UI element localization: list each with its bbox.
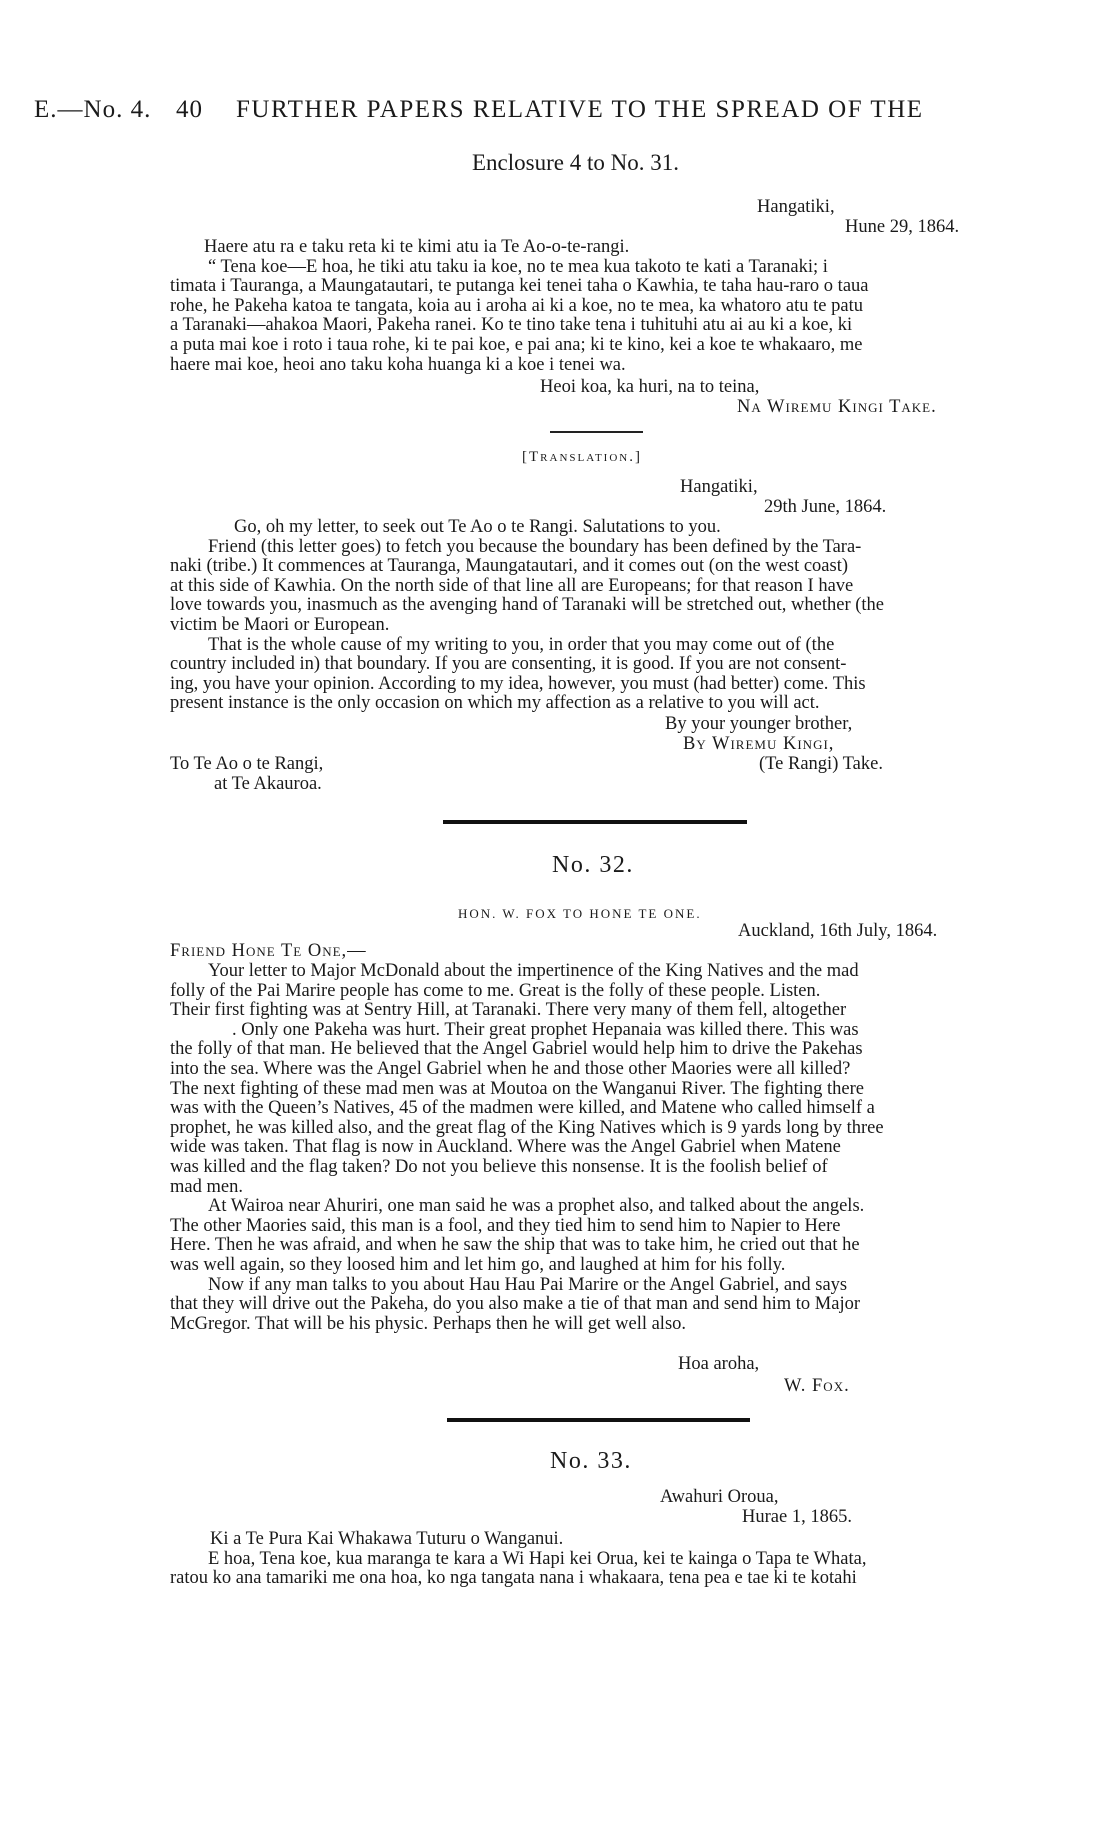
no32-line: mad men. bbox=[170, 1176, 243, 1197]
no32-line: the folly of that man. He believed that the Angel Gabriel would help him to drive the Pakehas bbox=[170, 1039, 863, 1060]
maori-line: “ Tena koe—E hoa, he tiki atu taku ia koe, no te mea kua takoto te kati a Taranaki; i bbox=[208, 256, 828, 277]
no32-line: McGregor. That will be his physic. Perhaps then he will get well also. bbox=[170, 1313, 687, 1334]
maori-line: a puta mai koe i roto i taua rohe, ki te pai koe, e pai ana; ki te kino, kei a koe te whakaaro, me bbox=[170, 334, 863, 355]
translation-signature-tribe: (Te Rangi) Take. bbox=[759, 754, 883, 774]
no32-heading: No. 32. bbox=[552, 852, 634, 878]
translation-line: love towards you, inasmuch as the avenging hand of Taranaki will be stretched out, whether (the bbox=[170, 595, 885, 616]
no32-line: that they will drive out the Pakeha, do you also make a tie of that man and send him to Major bbox=[170, 1294, 860, 1315]
no32-line: Here. Then he was afraid, and when he saw the ship that was to take him, he cried out that he bbox=[170, 1235, 860, 1256]
section-divider bbox=[447, 1418, 750, 1422]
translation-line: That is the whole cause of my writing to you, in order that you may come out of (the bbox=[208, 634, 835, 655]
section-divider bbox=[443, 820, 747, 824]
running-title: FURTHER PAPERS RELATIVE TO THE SPREAD OF THE bbox=[236, 96, 924, 123]
no33-line: E hoa, Tena koe, kua maranga te kara a Wi Hapi kei Orua, kei te kainga o Tapa te Whata, bbox=[208, 1548, 867, 1569]
translation-line: ing, you have your opinion. According to my idea, however, you must (had better) come. This bbox=[170, 673, 866, 694]
translation-date: 29th June, 1864. bbox=[764, 497, 887, 517]
translation-signature-name: By Wiremu Kingi, bbox=[683, 734, 835, 754]
no33-date: Hurae 1, 1865. bbox=[742, 1507, 852, 1527]
maori-letter-closing: Heoi koa, ka huri, na to teina, bbox=[540, 377, 760, 397]
maori-line: timata i Tauranga, a Maungatautari, te putanga kei tenei taha o Kawhia, te taha hau-raro o taua bbox=[170, 276, 869, 297]
maori-letter-place: Hangatiki, bbox=[757, 197, 835, 217]
no32-signature: W. Fox. bbox=[784, 1376, 850, 1396]
translation-body bbox=[170, 518, 1038, 714]
no32-line: folly of the Pai Marire people has come to me. Great is the folly of these people. Listen. bbox=[170, 980, 821, 1001]
no32-line: At Wairoa near Ahuriri, one man said he was a prophet also, and talked about the angels. bbox=[208, 1196, 865, 1217]
no32-place-date: Auckland, 16th July, 1864. bbox=[738, 921, 938, 941]
maori-line: Haere atu ra e taku reta ki te kimi atu ia Te Ao-o-te-rangi. bbox=[204, 237, 630, 257]
no32-closing: Hoa aroha, bbox=[678, 1354, 760, 1374]
maori-letter-date: Hune 29, 1864. bbox=[845, 217, 960, 237]
no32-line: Their first fighting was at Sentry Hill, at Taranaki. There very many of them fell, altogether bbox=[170, 1000, 847, 1021]
no32-line: Your letter to Major McDonald about the impertinence of the King Natives and the mad bbox=[208, 961, 859, 981]
no32-line: into the sea. Where was the Angel Gabriel when he and those other Maories were all killed? bbox=[170, 1058, 851, 1079]
translation-line: country included in) that boundary. If you are consenting, it is good. If you are not consent- bbox=[170, 654, 847, 675]
no33-line: ratou ko ana tamariki me ona hoa, ko nga tangata nana i whakaara, tena pea e tae ki te kotahi bbox=[170, 1568, 857, 1589]
maori-line: rohe, he Pakeha katoa te tangata, koia au i aroha ai ki a koe, no te mea, ka whatoro atu te patu bbox=[170, 295, 863, 316]
no32-line: The other Maories said, this man is a fool, and they tied him to send him to Napier to Here bbox=[170, 1215, 841, 1236]
no32-line: Now if any man talks to you about Hau Hau Pai Marire or the Angel Gabriel, and says bbox=[208, 1274, 848, 1295]
no32-salutation: Friend Hone Te One,— bbox=[170, 941, 367, 961]
translation-label: [Translation.] bbox=[522, 449, 642, 465]
maori-letter-body bbox=[170, 238, 1038, 375]
translation-line: naki (tribe.) It commences at Tauranga, Maungatautari, and it comes out (on the west coast) bbox=[170, 556, 849, 577]
translation-line: present instance is the only occasion on which my affection as a relative to you will act. bbox=[170, 693, 820, 714]
translation-addressee: To Te Ao o te Rangi, bbox=[170, 754, 324, 774]
no32-line: was with the Queen’s Natives, 45 of the madmen were killed, and Matene who called himself a bbox=[170, 1098, 875, 1119]
section-divider bbox=[550, 431, 643, 433]
no33-body bbox=[170, 1530, 1038, 1589]
no33-line: Ki a Te Pura Kai Whakawa Tuturu o Wanganui. bbox=[210, 1529, 564, 1549]
no32-body bbox=[170, 962, 1038, 1334]
page-number: 40 bbox=[176, 96, 203, 123]
no32-line: The next fighting of these mad men was at Moutoa on the Wanganui River. The fighting there bbox=[170, 1078, 864, 1099]
no32-line: was killed and the flag taken? Do not you believe this nonsense. It is the foolish belief of bbox=[170, 1156, 828, 1177]
no32-line: prophet, he was killed also, and the great flag of the King Natives which is 9 yards long by three bbox=[170, 1117, 884, 1138]
maori-line: a Taranaki—ahakoa Maori, Pakeha ranei. Ko te tino take tena i tuhituhi atu ai au ki a koe, ki bbox=[170, 315, 853, 336]
no32-line: . Only one Pakeha was hurt. Their great prophet Hepanaia was killed there. This was bbox=[232, 1019, 859, 1040]
no32-subtitle: HON. W. FOX TO HONE TE ONE. bbox=[458, 906, 702, 921]
maori-line: haere mai koe, heoi ano taku koha huanga ki a koe i tenei wa. bbox=[170, 354, 626, 375]
maori-letter-signature: Na Wiremu Kingi Take. bbox=[737, 397, 937, 417]
translation-line: Friend (this letter goes) to fetch you because the boundary has been defined by the Tara- bbox=[208, 536, 862, 557]
no33-heading: No. 33. bbox=[550, 1448, 632, 1474]
no33-place: Awahuri Oroua, bbox=[660, 1487, 779, 1507]
document-reference: E.—No. 4. bbox=[34, 96, 152, 123]
translation-addressee-place: at Te Akauroa. bbox=[214, 774, 322, 794]
translation-line: victim be Maori or European. bbox=[170, 614, 390, 635]
translation-line: at this side of Kawhia. On the north side of that line all are Europeans; for that reason I have bbox=[170, 575, 854, 596]
translation-closing: By your younger brother, bbox=[665, 714, 853, 734]
translation-place: Hangatiki, bbox=[680, 477, 758, 497]
no32-line: wide was taken. That flag is now in Auckland. Where was the Angel Gabriel when Matene bbox=[170, 1137, 841, 1158]
enclosure-heading: Enclosure 4 to No. 31. bbox=[472, 150, 679, 175]
no32-line: was well again, so they loosed him and let him go, and laughed at him for his folly. bbox=[170, 1254, 786, 1275]
translation-line: Go, oh my letter, to seek out Te Ao o te Rangi. Salutations to you. bbox=[234, 517, 721, 537]
